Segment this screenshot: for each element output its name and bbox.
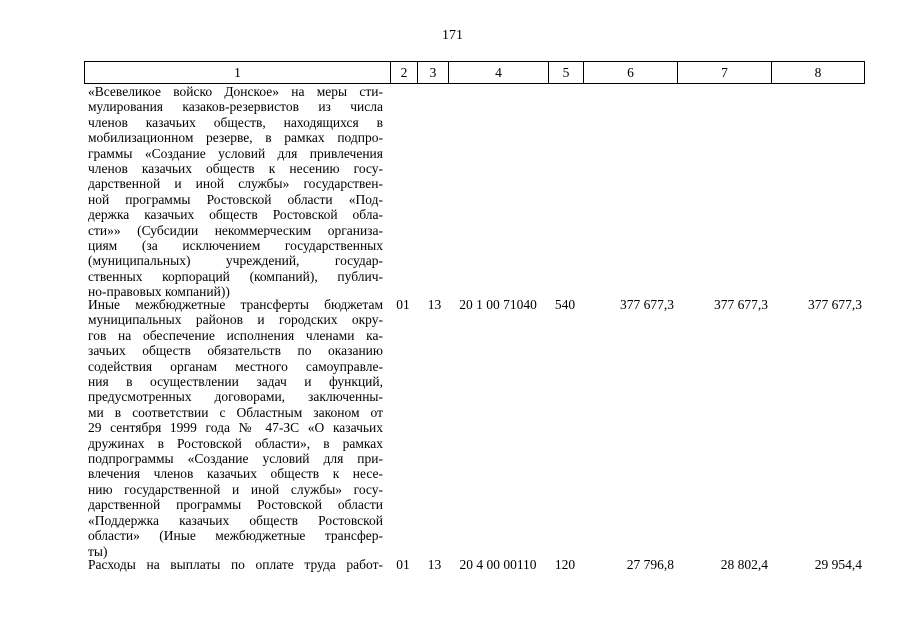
description-line: области» (Иные межбюджетные трансфер-	[88, 528, 383, 544]
column-header-1: 1	[85, 62, 391, 83]
column-header-7: 7	[678, 62, 772, 83]
column-header-3: 3	[418, 62, 449, 83]
row-description	[88, 557, 383, 572]
column-header-8: 8	[772, 62, 865, 83]
description-line: сти»» (Субсидии некоммерческим организа-	[88, 222, 383, 238]
description-line: держка казачьих обществ Ростовской обла-	[88, 207, 383, 223]
page-number: 171	[442, 28, 463, 43]
description-line: циям (за исключением государственных	[88, 238, 383, 254]
cell-expense-type: 540	[554, 297, 576, 312]
description-line: влечения членов казачьих обществ к несе-	[88, 466, 383, 482]
description-line: Иные межбюджетные трансферты бюджетам	[88, 297, 383, 312]
description-line: ственных корпораций (компаний), публич-	[88, 268, 383, 284]
row-description	[88, 297, 383, 559]
description-line: дарственной и иной службы» государствен-	[88, 176, 383, 192]
description-line: мобилизационном резерве, в рамках подпро-	[88, 130, 383, 146]
description-line: ты)	[88, 543, 108, 559]
column-header-2: 2	[391, 62, 418, 83]
description-line: дарственной программы Ростовской области	[88, 497, 383, 513]
description-line: муниципальных районов и городских окру-	[88, 312, 383, 328]
cell-expense-type: 120	[554, 557, 576, 572]
column-header-5: 5	[549, 62, 584, 83]
cell-section: 01	[396, 297, 410, 312]
description-line: членов казачьих обществ, находящихся в	[88, 114, 383, 130]
cell-amount-col6: 27 796,8	[626, 557, 674, 572]
description-line: но-правовых компаний))	[88, 284, 230, 300]
cell-subsection: 13	[427, 557, 442, 572]
description-line: граммы «Создание условий для привлечения	[88, 145, 383, 161]
description-line: 29 сентября 1999 года № 47-ЗС «О казачьих	[88, 420, 383, 436]
row-description	[88, 84, 383, 300]
column-header-6: 6	[584, 62, 678, 83]
cell-amount-col7: 377 677,3	[714, 297, 768, 312]
description-line: нию государственной и иной службы» госу-	[88, 481, 383, 497]
description-line: предусмотренных договорами, заключенны-	[88, 389, 383, 405]
cell-subsection: 13	[427, 297, 442, 312]
cell-amount-col6: 377 677,3	[620, 297, 674, 312]
description-line: ми в соответствии с Областным законом от	[88, 404, 383, 420]
cell-section: 01	[396, 557, 410, 572]
description-line: зачьих обществ обязательств по оказанию	[88, 343, 383, 359]
description-line: «Всевеликое войско Донское» на меры сти-	[88, 84, 383, 99]
cell-target-article: 20 4 00 00110	[459, 557, 537, 572]
description-line: (муниципальных) учреждений, государ-	[88, 253, 383, 269]
description-line: ной программы Ростовской области «Под-	[88, 191, 383, 207]
cell-amount-col8: 29 954,4	[814, 557, 862, 572]
cell-amount-col7: 28 802,4	[720, 557, 768, 572]
table-header	[84, 61, 865, 84]
description-line: «Поддержка казачьих обществ Ростовской	[88, 512, 383, 528]
column-header-4: 4	[449, 62, 549, 83]
description-line: членов казачьих обществ к несению госу-	[88, 161, 383, 177]
description-line: мулирования казаков-резервистов из числа	[88, 99, 383, 115]
description-line: дружинах в Ростовской области», в рамках	[88, 435, 383, 451]
cell-target-article: 20 1 00 71040	[459, 297, 537, 312]
description-line: подпрограммы «Создание условий для при-	[88, 451, 383, 467]
cell-amount-col8: 377 677,3	[808, 297, 862, 312]
description-line: Расходы на выплаты по оплате труда работ-	[88, 557, 383, 572]
description-line: гов на обеспечение исполнения членами ка-	[88, 327, 383, 343]
description-line: содействия органам местного самоуправле-	[88, 358, 383, 374]
description-line: ния в осуществлении задач и функций,	[88, 374, 383, 390]
